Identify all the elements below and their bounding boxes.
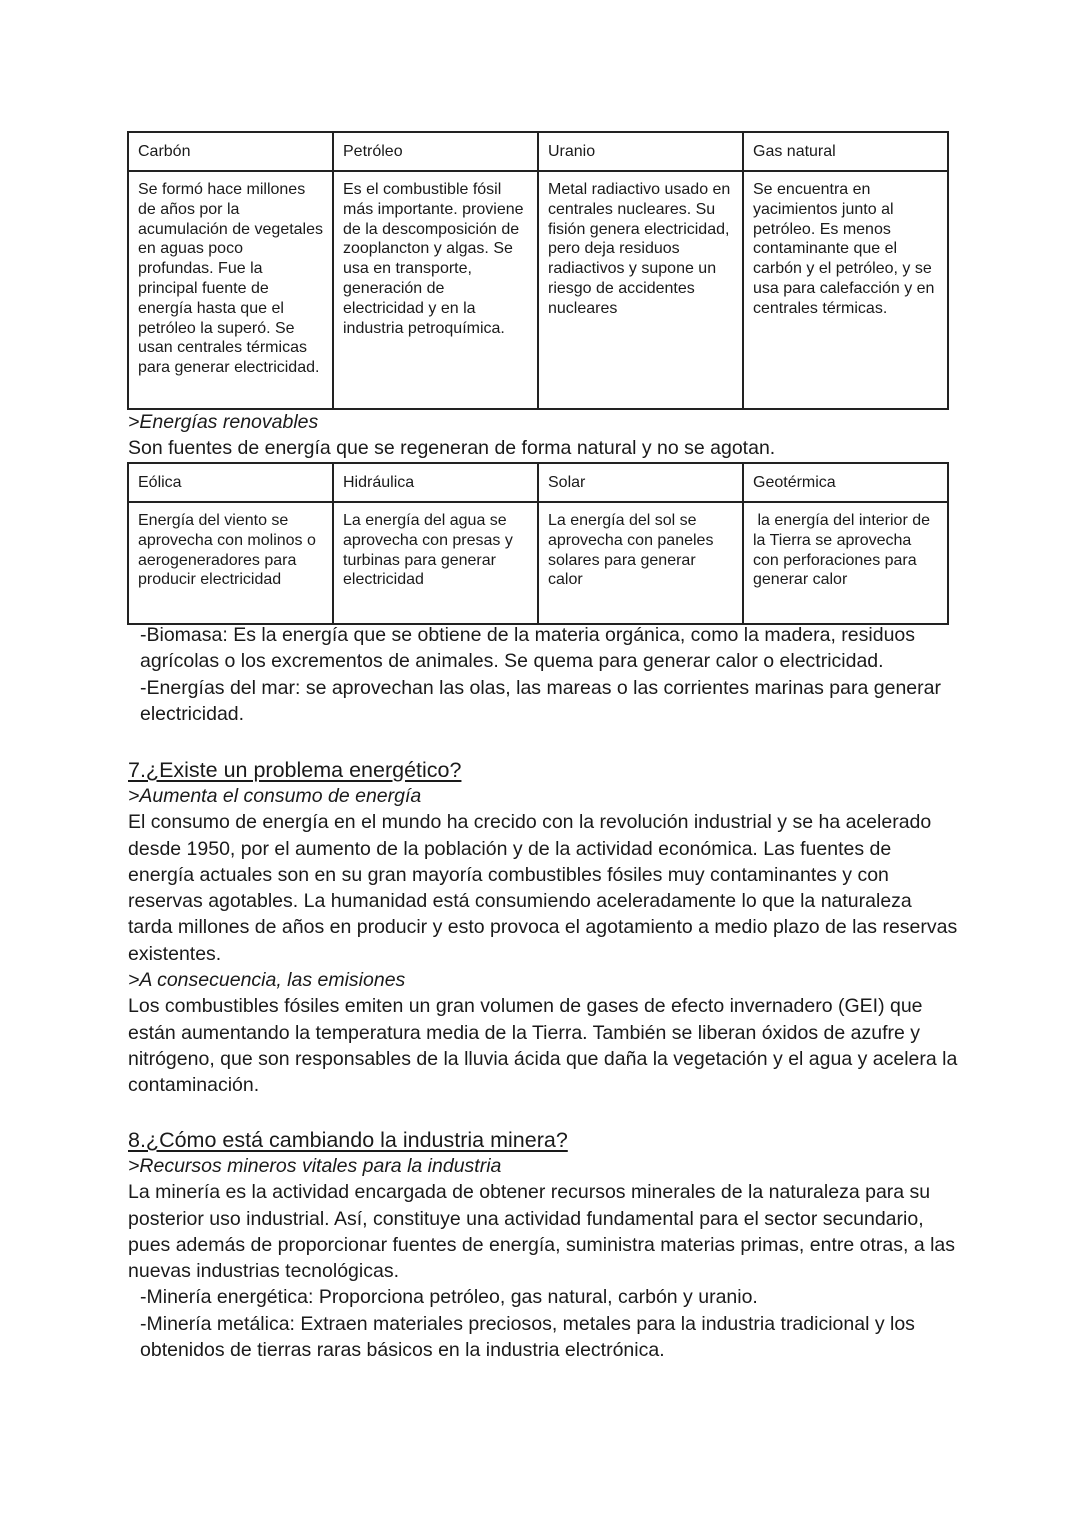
cell-petroleo: Es el combustible fósil más importante. proviene de la descomposición de zooplancton y algas. Se usa en transporte, generación de electricidad y en la industria petroquímica.	[333, 171, 538, 409]
cell-eolica: Energía del viento se aprovecha con molinos o aerogeneradores para producir electricidad	[128, 502, 333, 624]
renewables-extra	[128, 622, 958, 727]
mineria-energetica-item: -Minería energética: Proporciona petróleo, gas natural, carbón y uranio.	[140, 1286, 758, 1309]
header-gas-natural: Gas natural	[743, 132, 948, 171]
renewables-intro: Son fuentes de energía que se regeneran de forma natural y no se agotan.	[128, 437, 776, 459]
section-7-paragraph-1: El consumo de energía en el mundo ha crecido con la revolución industrial y se ha acelerado desde 1950, por el aumento de la población y de la actividad económica. Las fuentes de energía actuales son en su gran mayoría combustibles fósiles muy contaminantes y con reservas agotables. La humanidad está consumiendo aceleradamente lo que la naturaleza tarda millones de años en producir y esto provoca el agotamiento a medio plazo de las reservas existentes.	[128, 811, 958, 965]
cell-hidraulica: La energía del agua se aprovecha con presas y turbinas para generar electricidad	[333, 502, 538, 624]
section-7-subheading-2: >A consecuencia, las emisiones	[128, 969, 406, 992]
section-8-body	[128, 1153, 958, 1363]
cell-solar: La energía del sol se aprovecha con paneles solares para generar calor	[538, 502, 743, 624]
header-hidraulica: Hidráulica	[333, 463, 538, 502]
section-8-paragraph-1: La minería es la actividad encargada de obtener recursos minerales de la naturaleza para su posterior uso industrial. Así, constituye una actividad fundamental para el sector secundario, pues además de proporcionar fuentes de energía, suministra materias primas, entre otras, a las nuevas industrias tecnológicas.	[128, 1181, 956, 1283]
nonrenewable-energy-table	[127, 131, 949, 410]
section-8-subheading-1: >Recursos mineros vitales para la industria	[128, 1155, 502, 1177]
mineria-metalica-item: -Minería metálica: Extraen materiales preciosos, metales para la industria tradicional y los obtenidos de tierras raras básicos en la industria electrónica.	[140, 1312, 915, 1362]
cell-carbon: Se formó hace millones de años por la acumulación de vegetales en aguas poco profundas. Fue la principal fuente de energía hasta que el petróleo la superó. Se usan centrales térmicas para generar electricidad.	[128, 171, 333, 409]
header-solar: Solar	[538, 463, 743, 502]
section-7-body	[128, 783, 958, 1099]
header-carbon: Carbón	[128, 132, 333, 171]
section-8-title: 8.¿Cómo está cambiando la industria minera?	[128, 1128, 568, 1152]
energias-mar-paragraph: -Energías del mar: se aprovechan las olas, las mareas o las corrientes marinas para generar electricidad.	[140, 676, 941, 725]
cell-gas-natural: Se encuentra en yacimientos junto al petróleo. Es menos contaminante que el carbón y el petróleo, y se usa para calefacción y en centrales térmicas.	[743, 171, 948, 409]
header-uranio: Uranio	[538, 132, 743, 171]
section-7-subheading-1: >Aumenta el consumo de energía	[128, 785, 422, 807]
cell-geotermica: la energía del interior de la Tierra se aprovecha con perforaciones para generar calor	[743, 502, 948, 624]
renewable-energy-table	[127, 462, 949, 625]
section-7-paragraph-2: Los combustibles fósiles emiten un gran volumen de gases de efecto invernadero (GEI) que están aumentando la temperatura media de la Tierra. También se liberan óxidos de azufre y nitrógeno, que son responsables de la lluvia ácida que daña la vegetación y el agua y acelera la contaminación.	[128, 995, 958, 1097]
header-eolica: Eólica	[128, 463, 333, 502]
cell-uranio: Metal radiactivo usado en centrales nucleares. Su fisión genera electricidad, pero deja residuos radiactivos y supone un riesgo de accidentes nucleares	[538, 171, 743, 409]
header-petroleo: Petróleo	[333, 132, 538, 171]
header-geotermica: Geotérmica	[743, 463, 948, 502]
section-7-title: 7.¿Existe un problema energético?	[128, 758, 462, 782]
renewables-heading: >Energías renovables	[128, 411, 319, 433]
biomasa-paragraph: -Biomasa: Es la energía que se obtiene de la materia orgánica, como la madera, residuos agrícolas o los excrementos de animales. Se quema para generar calor o electricidad.	[140, 624, 916, 673]
